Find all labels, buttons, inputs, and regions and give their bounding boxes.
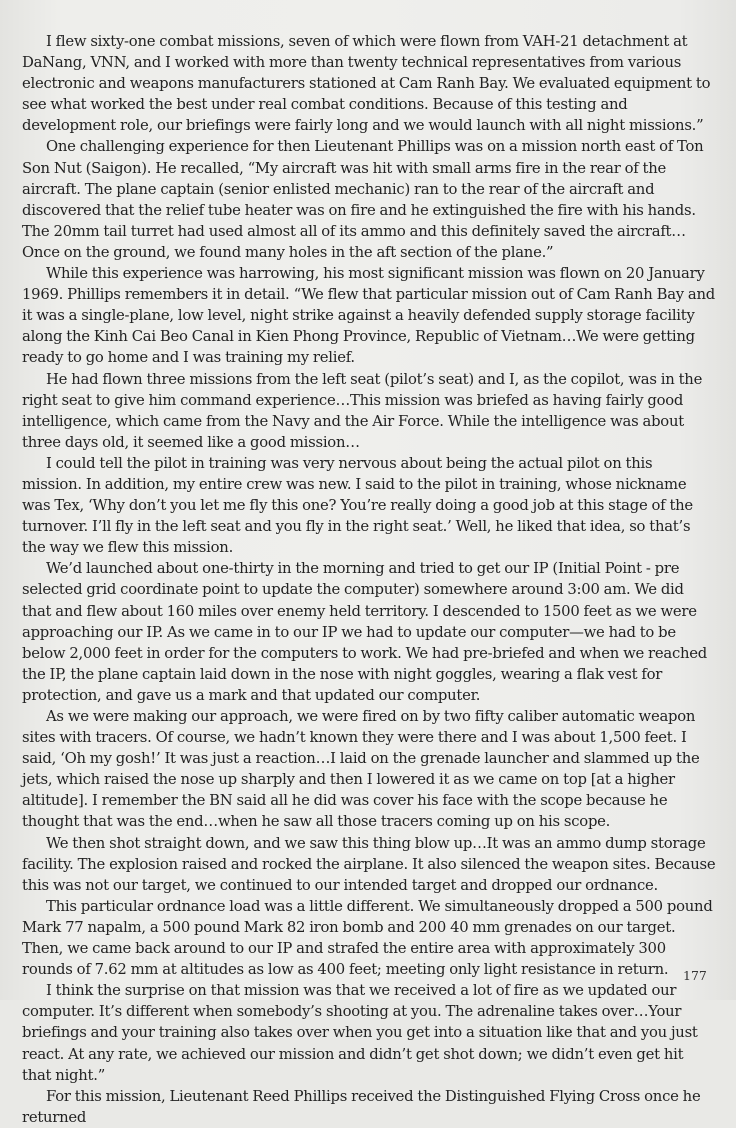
body-text	[22, 31, 716, 1128]
paragraph: This particular ordnance load was a little different. We simultaneously dropped a 500 pound Mark 77 napalm, a 500 pound Mark 82 iron bomb and 200 40 mm grenades on our target. Then, we came back around to our IP and strafed the entire area with approximately 300 rounds of 7.62 mm at altitudes as low as 400 feet; meeting only light resistance in return.	[22, 897, 713, 979]
paragraph: For this mission, Lieutenant Reed Phillips received the Distinguished Flying Cross once he returned	[22, 1087, 701, 1126]
paragraph: One challenging experience for then Lieutenant Phillips was on a mission north east of Ton Son Nut (Saigon). He recalled, “My aircraft was hit with small arms fire in the rear of the aircraft. The plane captain (senior enlisted mechanic) ran to the rear of the aircraft and discovered that the relief tube heater was on fire and he extinguished the fire with his hands. The 20mm tail turret had used almost all of its ammo and this definitely saved the aircraft…Once on the ground, we found many holes in the aft section of the plane.”	[22, 138, 704, 261]
paragraph: As we were making our approach, we were fired on by two fifty caliber automatic weapon sites with tracers. Of course, we hadn’t known they were there and I was about 1,500 feet. I said, ‘Oh my gosh!’ It was just a reaction…I laid on the grenade launcher and slammed up the jets, which raised the nose up sharply and then I lowered it as we came on top [at a higher altitude]. I remember the BN said all he did was cover his face with the scope because he thought that was the end…when he saw all those tracers coming up on his scope.	[22, 708, 700, 831]
paragraph: I think the surprise on that mission was that we received a lot of fire as we updated our computer. It’s different when somebody’s shooting at you. The adrenaline takes over…Your briefings and your training also takes over when you get into a situation like that and you just react. At any rate, we achieved our mission and didn’t get shot down; we didn’t even get hit that night.”	[22, 982, 698, 1084]
paragraph: We then shot straight down, and we saw this thing blow up…It was an ammo dump storage facility. The explosion raised and rocked the airplane. It also silenced the weapon sites. Because this was not our target, we continued to our intended target and dropped our ordnance.	[22, 834, 716, 894]
page-number: 177	[683, 968, 707, 983]
paragraph: I could tell the pilot in training was very nervous about being the actual pilot on this mission. In addition, my entire crew was new. I said to the pilot in training, whose nickname was Tex, ‘Why don’t you let me fly this one? You’re really doing a good job at this stage of the turnover. I’ll fly in the left seat and you fly in the right seat.’ Well, he liked that idea, so that’s the way we flew this mission.	[22, 454, 693, 557]
paragraph: I flew sixty-one combat missions, seven of which were flown from VAH-21 detachment at DaNang, VNN, and I worked with more than twenty technical representatives from various electronic and weapons manufacturers stationed at Cam Ranh Bay. We evaluated equipment to see what worked the best under real combat conditions. Because of this testing and development role, our briefings were fairly long and we would launch with all night missions.”	[22, 33, 711, 135]
paragraph: We’d launched about one-thirty in the morning and tried to get our IP (Initial Point - pre selected grid coordinate point to update the computer) somewhere around 3:00 am. We did that and flew about 160 miles over enemy held territory. I descended to 1500 feet as we were approaching our IP. As we came in to our IP we had to update our computer—we had to be below 2,000 feet in order for the computers to work. We had pre-briefed and when we reached the IP, the plane captain laid down in the nose with night goggles, wearing a flak vest for protection, and gave us a mark and that updated our computer.	[22, 560, 707, 704]
paragraph: While this experience was harrowing, his most significant mission was flown on 20 January 1969. Phillips remembers it in detail. “We flew that particular mission out of Cam Ranh Bay and it was a single-plane, low level, night strike against a heavily defended supply storage facility along the Kinh Cai Beo Canal in Kien Phong Province, Republic of Vietnam…We were getting ready to go home and I was training my relief.	[22, 265, 716, 367]
paragraph: He had flown three missions from the left seat (pilot’s seat) and I, as the copilot, was in the right seat to give him command experience…This mission was briefed as having fairly good intelligence, which came from the Navy and the Air Force. While the intelligence was about three days old, it seemed like a good mission…	[22, 370, 703, 451]
